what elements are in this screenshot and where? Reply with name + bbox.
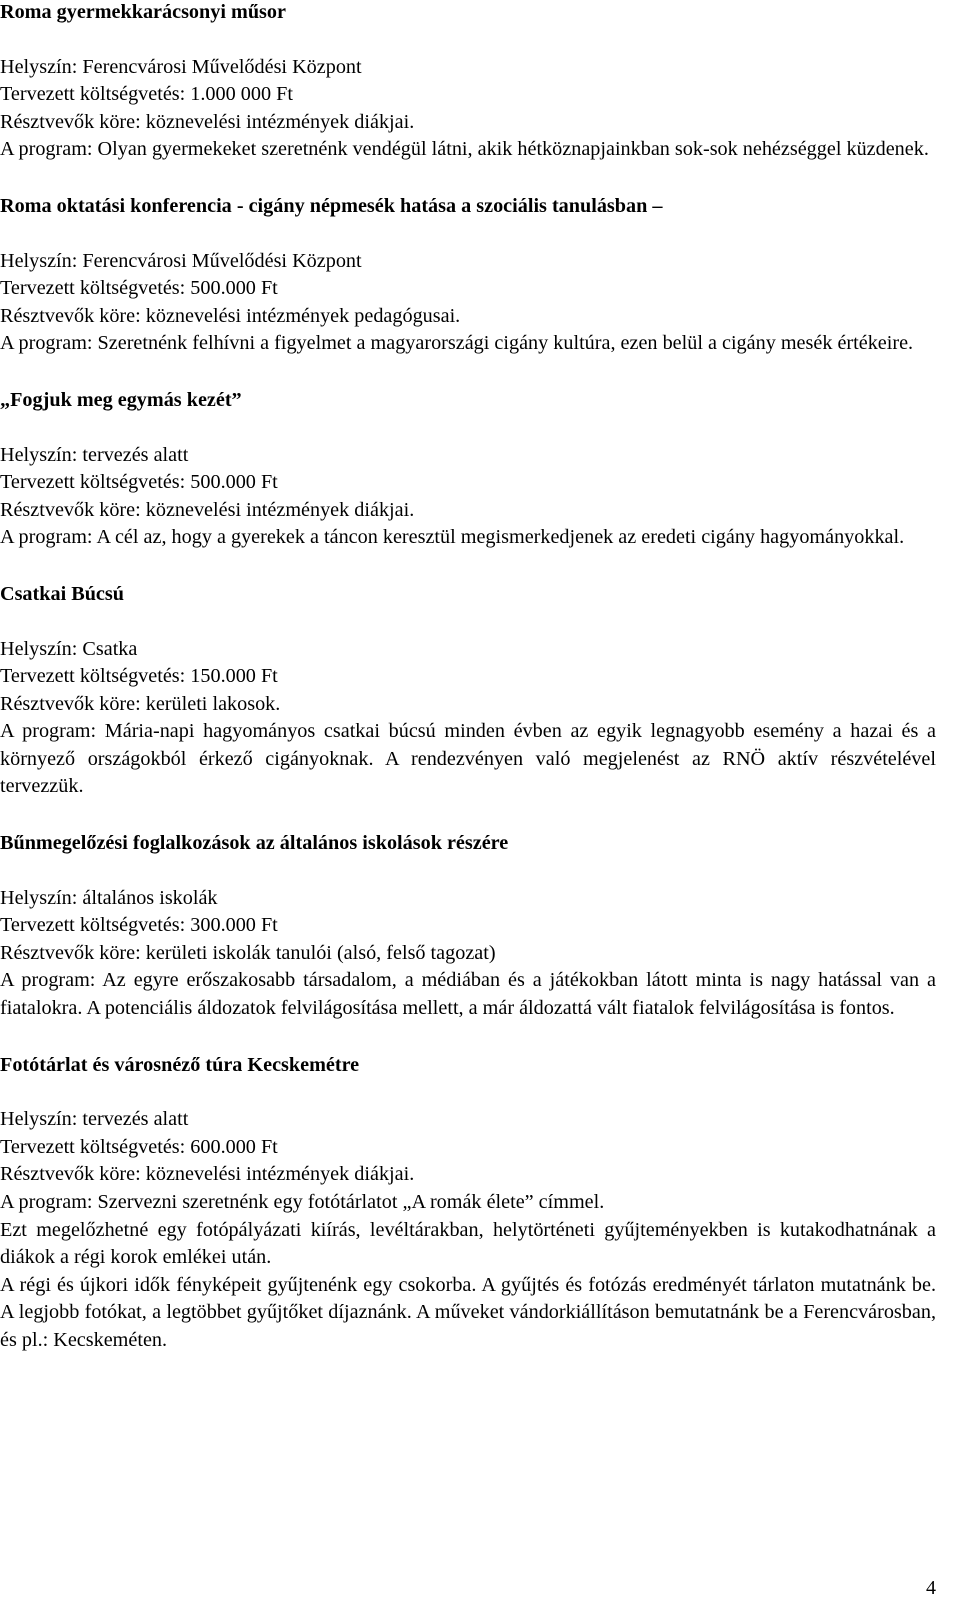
section-roma-christmas xyxy=(0,0,936,164)
location-line: Helyszín: általános iskolák xyxy=(0,886,218,909)
section-csatka-pilgrimage xyxy=(0,581,936,801)
program-paragraph: A program: Az egyre erőszakosabb társadalom, a médiában és a játékokban látott minta is nagy hatással van a fiatalokra. A potenciális áldozatok felvilágosítása mellett, a már áldozattá vált fiatalok felvilágosítása is fontos. xyxy=(0,969,936,1020)
location-line: Helyszín: tervezés alatt xyxy=(0,1108,189,1131)
program-paragraph: Ezt megelőzhetné egy fotópályázati kiírás, levéltárakban, helytörténeti gyűjteményekben is kutakodhatnának a diákok a régi korok emlékei után. xyxy=(0,1218,936,1269)
participants-line: Résztvevők köre: köznevelési intézmények pedagógusai. xyxy=(0,304,461,327)
section-title: Fotótárlat és városnéző túra Kecskemétre xyxy=(0,1053,360,1076)
budget-line: Tervezett költségvetés: 500.000 Ft xyxy=(0,471,278,494)
location-line: Helyszín: Ferencvárosi Művelődési Központ xyxy=(0,249,362,272)
section-title: Csatkai Búcsú xyxy=(0,582,124,605)
participants-line: Résztvevők köre: kerületi lakosok. xyxy=(0,692,281,715)
program-paragraph: A program: Szervezni szeretnénk egy fotótárlatot „A romák élete” címmel. xyxy=(0,1191,605,1213)
participants-line: Résztvevők köre: köznevelési intézmények diákjai. xyxy=(0,498,415,521)
budget-line: Tervezett költségvetés: 300.000 Ft xyxy=(0,914,278,937)
section-title: Roma oktatási konferencia - cigány népmesék hatása a szociális tanulásban – xyxy=(0,194,663,217)
program-paragraph: A program: Szeretnénk felhívni a figyelmet a magyarországi cigány kultúra, ezen belül a cigány mesék értékeire. xyxy=(0,332,914,355)
section-hand-in-hand xyxy=(0,387,936,552)
location-line: Helyszín: Csatka xyxy=(0,637,138,660)
program-paragraph: A program: A cél az, hogy a gyerekek a táncon keresztül megismerkedjenek az eredeti cigány hagyományokkal. xyxy=(0,526,905,549)
location-line: Helyszín: Ferencvárosi Művelődési Központ xyxy=(0,55,362,78)
section-roma-conference xyxy=(0,193,936,358)
participants-line: Résztvevők köre: köznevelési intézmények diákjai. xyxy=(0,1163,415,1186)
program-paragraph: A régi és újkori idők fényképeit gyűjtenénk egy csokorba. A gyűjtés és fotózás eredményét tárlaton mutatnánk be. A legjobb fotókat, a legtöbbet gyűjtőket díjaznánk. A műveket vándorkiállításon bemutatnánk be a Ferencvárosban, és pl.: Kecskeméten. xyxy=(0,1273,936,1351)
section-title: Bűnmegelőzési foglalkozások az általános iskolások részére xyxy=(0,832,509,855)
budget-line: Tervezett költségvetés: 1.000 000 Ft xyxy=(0,83,293,106)
section-photo-exhibition xyxy=(0,1052,936,1355)
program-paragraph: A program: Olyan gyermekeket szeretnénk vendégül látni, akik hétköznapjainkban sok-sok nehézséggel küzdenek. xyxy=(0,138,929,161)
section-crime-prevention xyxy=(0,830,936,1023)
location-line: Helyszín: tervezés alatt xyxy=(0,443,189,466)
section-title: Roma gyermekkarácsonyi műsor xyxy=(0,1,286,23)
page-number: 4 xyxy=(926,1577,936,1599)
program-paragraph: A program: Mária-napi hagyományos csatkai búcsú minden évben az egyik legnagyobb esemény a hazai és a környező országokból érkező cigányoknak. A rendezvényen való megjelenést az RNÖ aktív részvételével tervezzük. xyxy=(0,720,936,798)
participants-line: Résztvevők köre: köznevelési intézmények diákjai. xyxy=(0,110,415,133)
section-title: „Fogjuk meg egymás kezét” xyxy=(0,388,242,411)
budget-line: Tervezett költségvetés: 600.000 Ft xyxy=(0,1135,278,1158)
budget-line: Tervezett költségvetés: 500.000 Ft xyxy=(0,277,278,300)
budget-line: Tervezett költségvetés: 150.000 Ft xyxy=(0,665,278,688)
participants-line: Résztvevők köre: kerületi iskolák tanulói (alsó, felső tagozat) xyxy=(0,941,496,964)
